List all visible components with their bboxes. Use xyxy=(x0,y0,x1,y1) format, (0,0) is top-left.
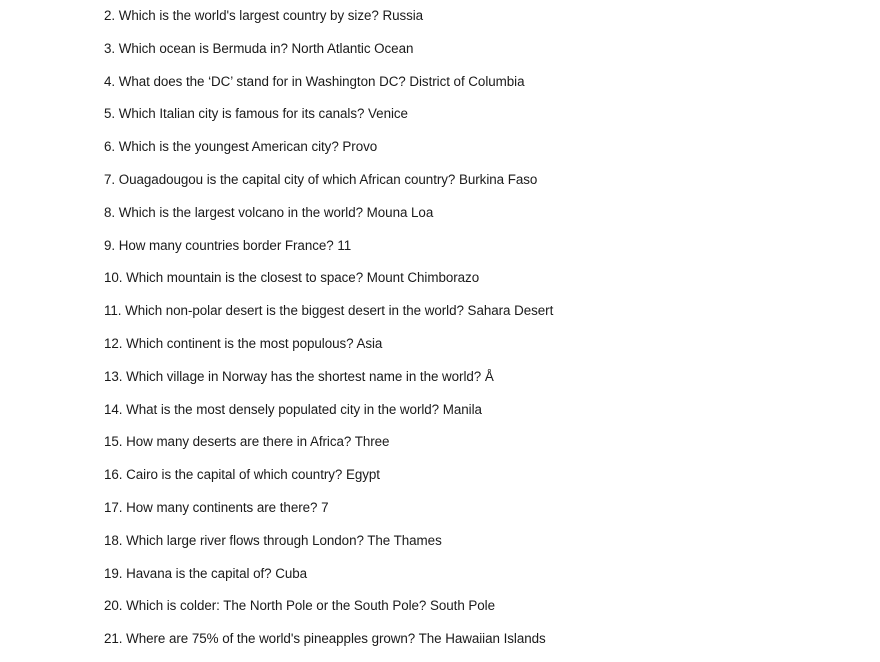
list-item: 11. Which non-polar desert is the biggest desert in the world? Sahara Desert xyxy=(104,303,554,319)
list-item: 17. How many continents are there? 7 xyxy=(104,499,329,515)
list-item: 20. Which is colder: The North Pole or the South Pole? South Pole xyxy=(104,598,496,614)
list-item: 3. Which ocean is Bermuda in? North Atlantic Ocean xyxy=(104,40,414,56)
list-item: 15. How many deserts are there in Africa? Three xyxy=(104,434,390,450)
list-item: 4. What does the ‘DC’ stand for in Washington DC? District of Columbia xyxy=(104,73,525,89)
list-item: 6. Which is the youngest American city? Provo xyxy=(104,139,378,155)
trivia-list xyxy=(104,6,553,662)
list-item: 10. Which mountain is the closest to space? Mount Chimborazo xyxy=(104,270,480,286)
list-item: 7. Ouagadougou is the capital city of which African country? Burkina Faso xyxy=(104,171,538,187)
list-item: 8. Which is the largest volcano in the world? Mouna Loa xyxy=(104,204,434,220)
list-item: 21. Where are 75% of the world's pineapples grown? The Hawaiian Islands xyxy=(104,631,546,647)
list-item: 14. What is the most densely populated city in the world? Manila xyxy=(104,401,482,417)
list-item: 9. How many countries border France? 11 xyxy=(104,237,352,253)
list-item: 5. Which Italian city is famous for its canals? Venice xyxy=(104,106,408,122)
list-item: 2. Which is the world's largest country by size? Russia xyxy=(104,8,424,23)
list-item: 16. Cairo is the capital of which country? Egypt xyxy=(104,467,380,483)
list-item: 12. Which continent is the most populous? Asia xyxy=(104,335,383,351)
list-item: 19. Havana is the capital of? Cuba xyxy=(104,565,308,581)
list-item: 18. Which large river flows through London? The Thames xyxy=(104,532,442,548)
list-item: 13. Which village in Norway has the shortest name in the world? Å xyxy=(104,368,494,384)
